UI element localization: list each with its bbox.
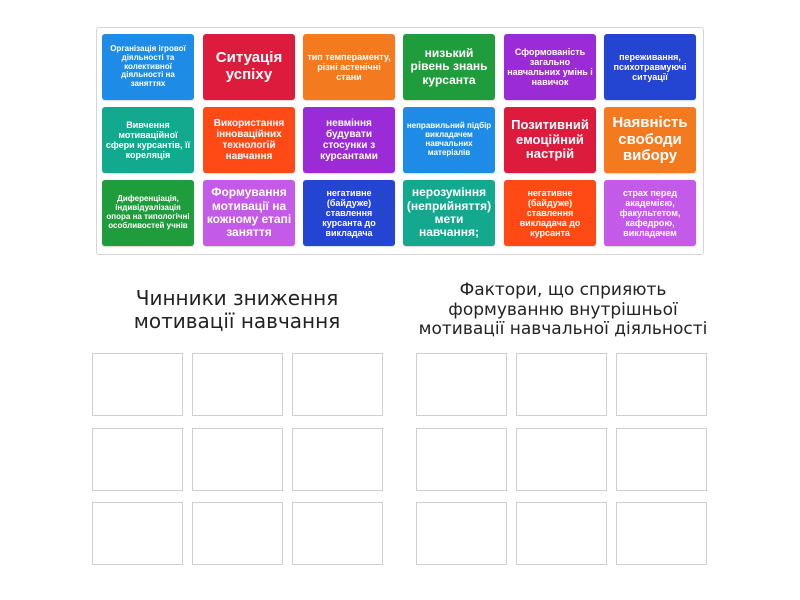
- tile-card[interactable]: Диференціація, індивідуалізація опора на типологічні особливостей учнів: [102, 180, 194, 246]
- tile-card[interactable]: Формування мотивації на кожному етапі заняття: [203, 180, 295, 246]
- drop-slot[interactable]: [192, 502, 283, 565]
- drop-slot[interactable]: [292, 353, 383, 416]
- drop-slot[interactable]: [292, 428, 383, 491]
- tile-card[interactable]: неправильний підбір викладачем навчальних матеріалів: [403, 107, 495, 173]
- tile-card[interactable]: Організація ігрової діяльності та колективної діяльності на заняттях: [102, 34, 194, 100]
- tile-card[interactable]: Позитивний емоційний настрій: [504, 107, 596, 173]
- drop-slot[interactable]: [416, 428, 507, 491]
- drop-slot[interactable]: [92, 502, 183, 565]
- drop-slot[interactable]: [416, 502, 507, 565]
- drop-slot[interactable]: [516, 428, 607, 491]
- drop-slot[interactable]: [192, 353, 283, 416]
- drop-slot[interactable]: [616, 353, 707, 416]
- tile-card[interactable]: нерозуміння (неприйняття) мети навчання;: [403, 180, 495, 246]
- drop-slot[interactable]: [416, 353, 507, 416]
- tile-card[interactable]: Наявність свободи вибору: [604, 107, 696, 173]
- tile-card[interactable]: Використання інноваційних технологій навчання: [203, 107, 295, 173]
- tile-card[interactable]: тип темпераменту, різні астенічні стани: [303, 34, 395, 100]
- drop-slot[interactable]: [516, 353, 607, 416]
- tile-card[interactable]: низький рівень знань курсанта: [403, 34, 495, 100]
- drop-slot[interactable]: [516, 502, 607, 565]
- tile-card[interactable]: негативне (байдуже) ставлення курсанта до викладача: [303, 180, 395, 246]
- tile-card[interactable]: Ситуація успіху: [203, 34, 295, 100]
- tile-card[interactable]: негативне (байдуже) ставлення викладача до курсанта: [504, 180, 596, 246]
- drop-slot[interactable]: [292, 502, 383, 565]
- drop-slot[interactable]: [616, 502, 707, 565]
- tile-card[interactable]: невміння будувати стосунки з курсантами: [303, 107, 395, 173]
- tile-tray: [96, 27, 704, 255]
- tile-card[interactable]: переживання, психотравмуючі ситуації: [604, 34, 696, 100]
- group-title-right: Фактори, що сприяють формуванню внутрішньої мотивації навчальної діяльності: [418, 280, 708, 340]
- tile-card[interactable]: страх перед академією, факультетом, кафедрою, викладачем: [604, 180, 696, 246]
- tile-card[interactable]: Сформованість загально навчальних умінь і навичок: [504, 34, 596, 100]
- drop-slot[interactable]: [616, 428, 707, 491]
- group-title-left: Чинники зниження мотивації навчання: [133, 286, 341, 333]
- tile-card[interactable]: Вивчення мотиваційної сфери курсантів, її кореляція: [102, 107, 194, 173]
- drop-slot[interactable]: [92, 428, 183, 491]
- drop-slot[interactable]: [192, 428, 283, 491]
- drop-slot[interactable]: [92, 353, 183, 416]
